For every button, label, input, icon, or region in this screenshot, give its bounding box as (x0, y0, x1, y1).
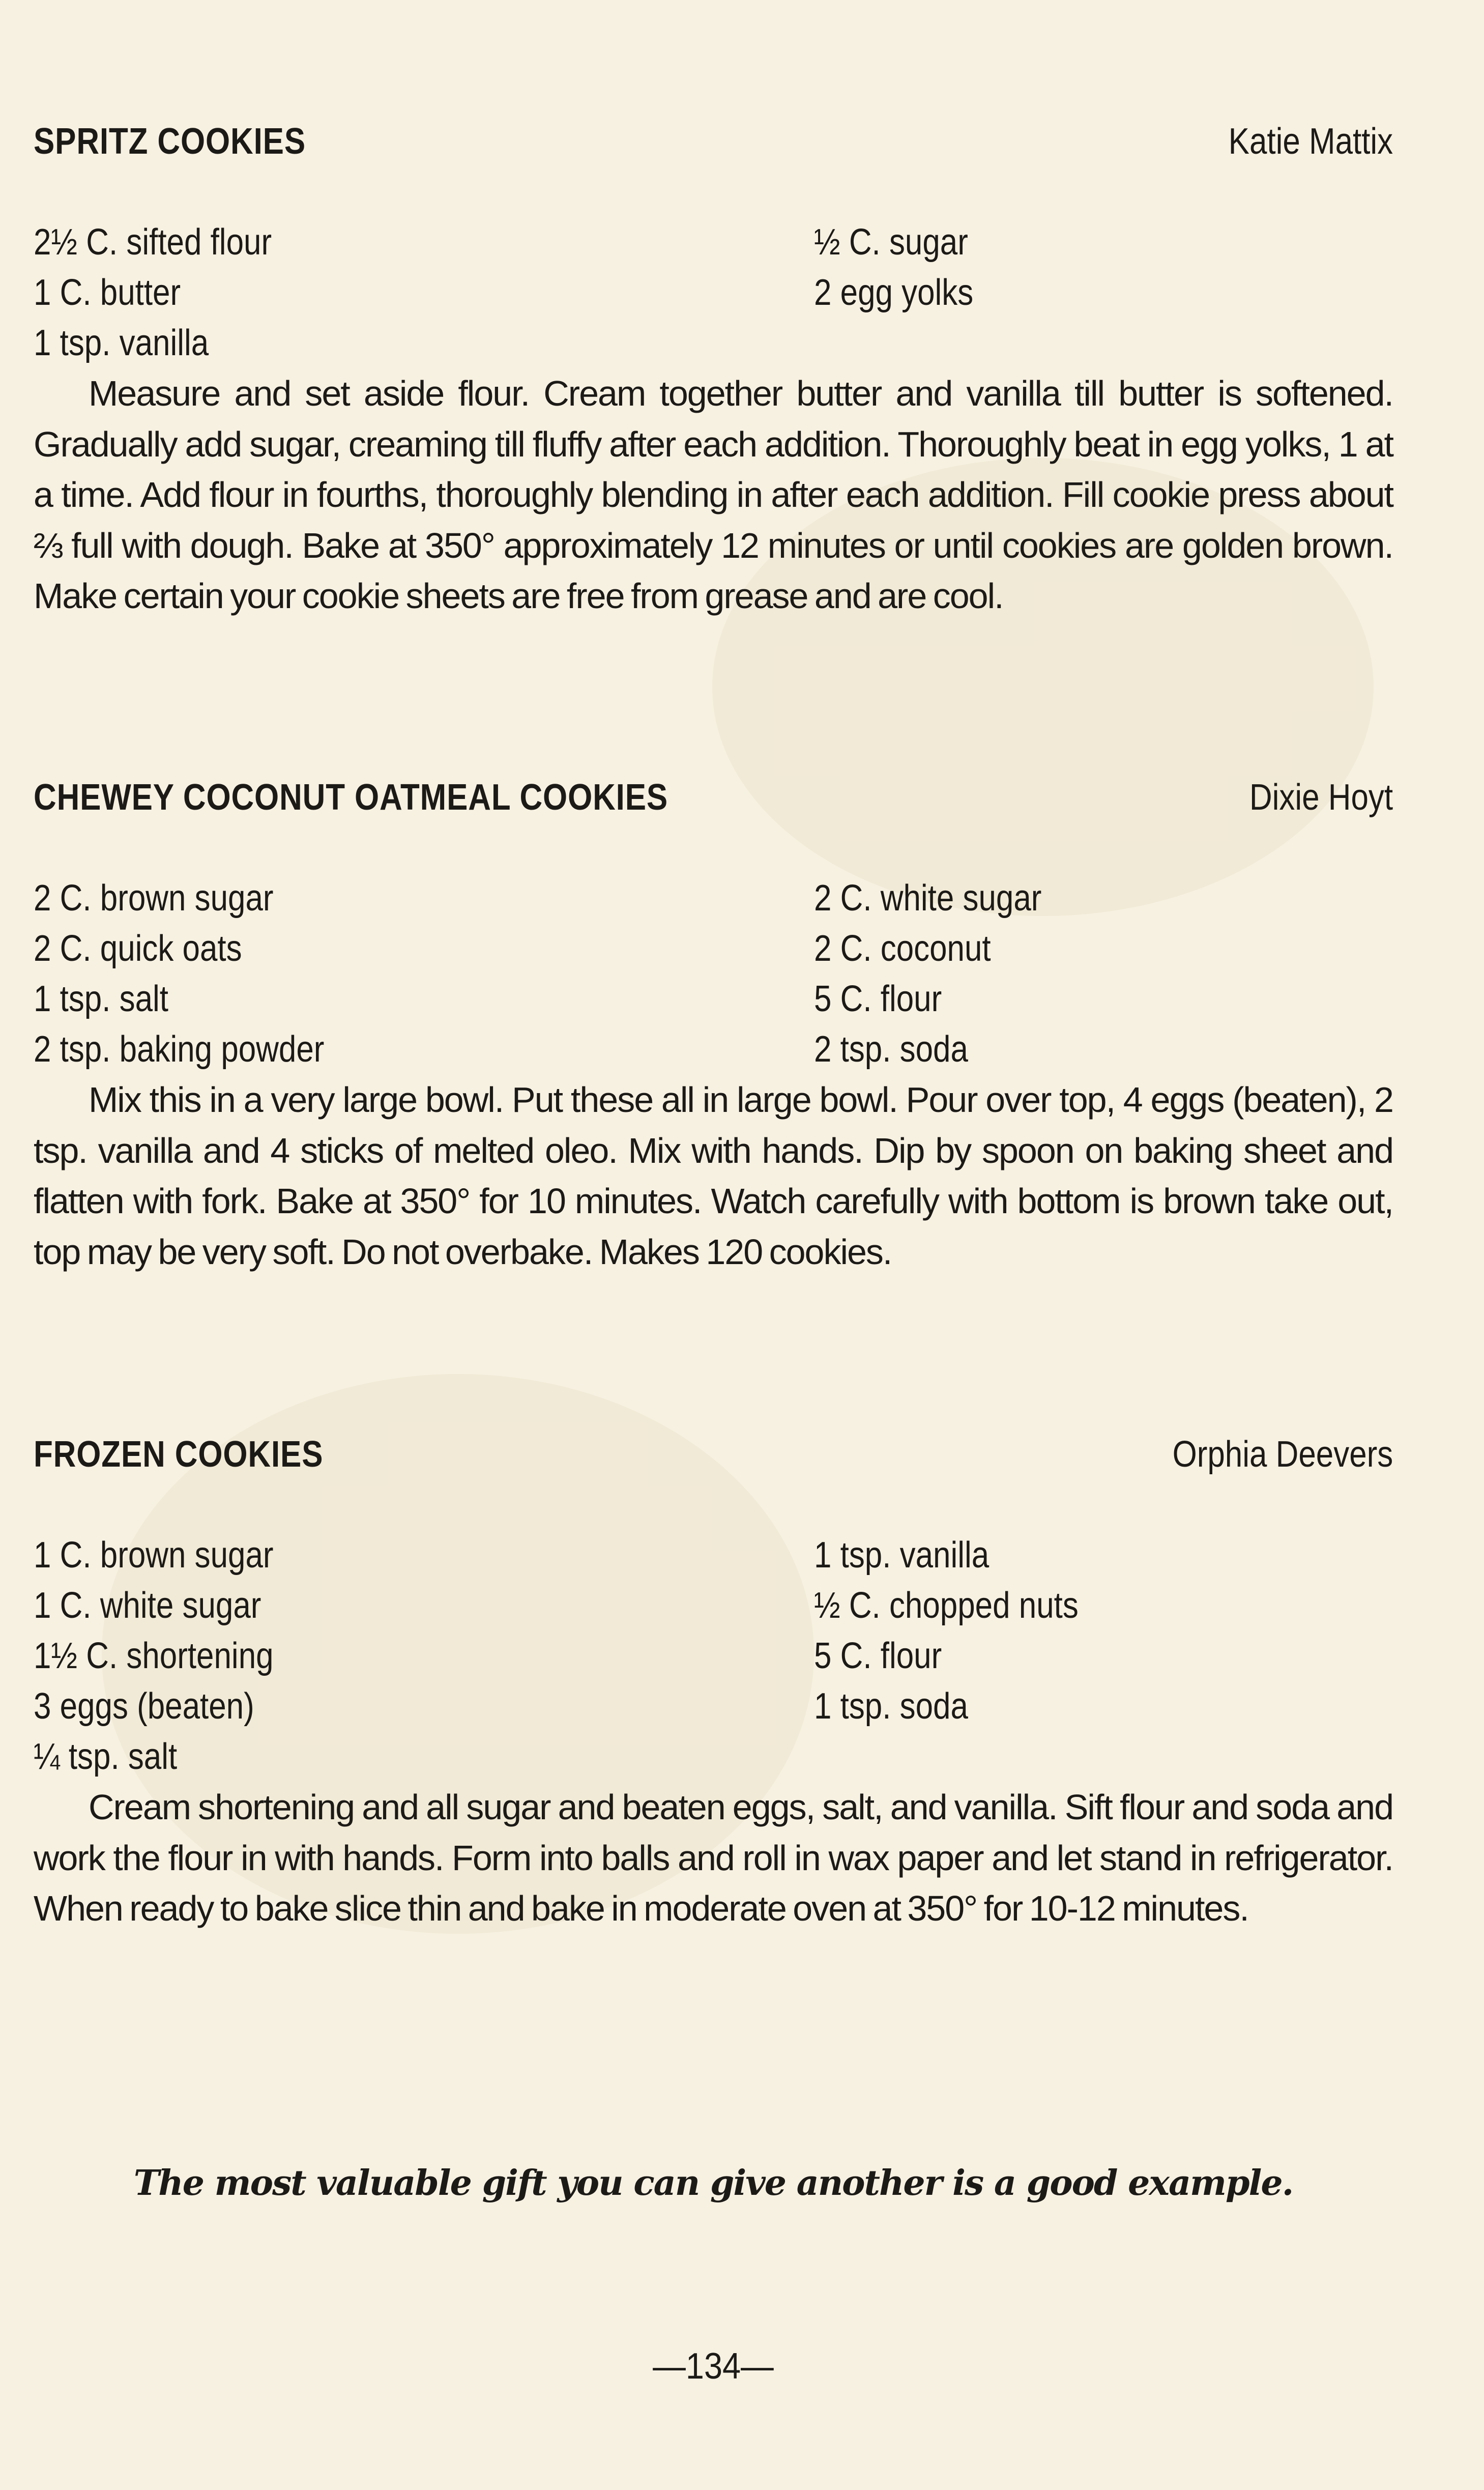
ingredient-row (34, 1024, 1393, 1075)
ingredient: 2 tsp. baking powder (34, 1029, 325, 1070)
ingredient: 2 C. quick oats (34, 928, 242, 969)
ingredient-row (34, 217, 1393, 268)
recipe-chewey-coconut-oatmeal-cookies (34, 772, 1393, 1277)
ingredient: 1½ C. shortening (34, 1636, 274, 1676)
ingredient-list (34, 1530, 1393, 1782)
recipe-title: SPRITZ COOKIES (34, 121, 306, 162)
ingredient-list (34, 873, 1393, 1075)
ingredient: 3 eggs (beaten) (34, 1686, 254, 1727)
recipe-instructions: Cream shortening and all sugar and beaten eggs, salt, and vanilla. Sift flour and soda and work the flour in with hands. Form into balls and roll in wax paper and let stand in refrigerator. When ready to bake slice thin and bake in moderate oven at 350° for 10-12 minutes. (34, 1787, 1393, 1928)
recipe-spritz-cookies (34, 116, 1393, 622)
ingredient-row (34, 1732, 1393, 1782)
ingredient: 1 C. white sugar (34, 1585, 261, 1626)
ingredient-row (34, 924, 1393, 974)
ingredient: ½ C. sugar (814, 222, 968, 263)
ingredient-row (34, 873, 1393, 924)
ingredient-row (34, 1581, 1393, 1631)
ingredient-row (34, 1631, 1393, 1681)
ingredient: 2 C. brown sugar (34, 878, 274, 919)
ingredient: 1 C. butter (34, 272, 181, 313)
ingredient: ½ C. chopped nuts (814, 1585, 1079, 1626)
recipe-instructions: Mix this in a very large bowl. Put these all in large bowl. Pour over top, 4 eggs (beaten), 2 tsp. vanilla and 4 sticks of melted oleo. Mix with hands. Dip by spoon on baking sheet and flatten with fork. Bake at 350° for 10 minutes. Watch carefully with bottom is brown take out, top may be very soft. Do not overbake. Makes 120 cookies. (34, 1080, 1393, 1272)
recipe-author: Katie Mattix (1228, 121, 1393, 162)
ingredient-row (34, 1681, 1393, 1732)
ingredient: ¼ tsp. salt (34, 1736, 178, 1777)
recipe-header (34, 772, 1393, 823)
quote: The most valuable gift you can give another is a good example. (133, 2163, 1293, 2203)
ingredient-row (34, 974, 1393, 1024)
recipe-author: Orphia Deevers (1172, 1434, 1393, 1475)
ingredient: 1 tsp. soda (814, 1686, 968, 1727)
recipe-author: Dixie Hoyt (1249, 777, 1393, 818)
ingredient: 5 C. flour (814, 1636, 942, 1676)
ingredient-row (34, 1530, 1393, 1581)
recipe-header (34, 1429, 1393, 1480)
ingredient: 2 C. coconut (814, 928, 991, 969)
ingredient: 1 tsp. vanilla (34, 323, 209, 363)
recipe-frozen-cookies (34, 1429, 1393, 1934)
recipe-title: CHEWEY COCONUT OATMEAL COOKIES (34, 777, 668, 818)
ingredient: 1 C. brown sugar (34, 1535, 274, 1576)
recipe-title: FROZEN COOKIES (34, 1434, 324, 1475)
ingredient: 1 tsp. vanilla (814, 1535, 990, 1576)
ingredient-row (34, 268, 1393, 318)
recipe-instructions: Measure and set aside flour. Cream together butter and vanilla till butter is softened. Gradually add sugar, creaming till fluffy after each addition. Thoroughly beat in egg yolks, 1 at a time. Add flour in fourths, thoroughly blending in after each addition. Fill cookie press about ⅔ full with dough. Bake at 350° approximately 12 minutes or until cookies are golden brown. Make certain your cookie sheets are free from grease and are cool. (34, 374, 1393, 616)
ingredient: 2 C. white sugar (814, 878, 1042, 919)
ingredient: 5 C. flour (814, 979, 942, 1019)
cookbook-page (34, 0, 1393, 2490)
ingredient: 1 tsp. salt (34, 979, 169, 1019)
ingredient: 2 egg yolks (814, 272, 974, 313)
recipe-header (34, 116, 1393, 167)
ingredient-list (34, 217, 1393, 368)
ingredient: 2 tsp. soda (814, 1029, 968, 1070)
ingredient-row (34, 318, 1393, 368)
page-number: —134— (653, 2346, 774, 2387)
ingredient: 2½ C. sifted flour (34, 222, 272, 263)
